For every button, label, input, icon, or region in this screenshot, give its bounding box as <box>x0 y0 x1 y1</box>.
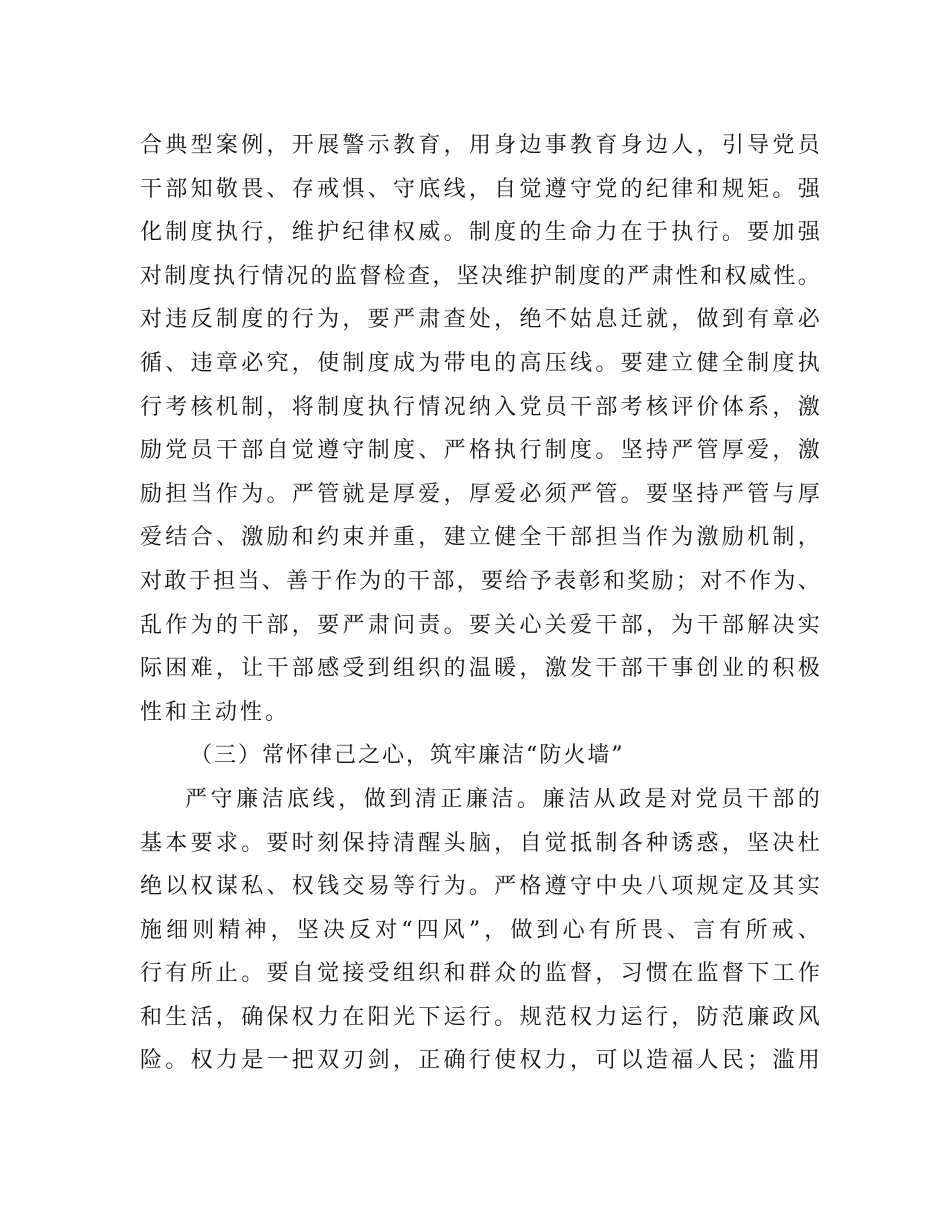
paragraph-line: 励 担 当 作 为 。 严 管 就 是 厚 爱 ， 厚 爱 必 须 严 管 。 要 坚 持 严 管 与 厚 <box>140 481 820 507</box>
paragraph-line: 爱 结 合 、 激 励 和 约 束 并 重 ， 建 立 健 全 干 部 担 当 作 为 激 励 机 制 ， <box>140 525 820 551</box>
paragraph-line: 基 本 要 求 。 要 时 刻 保 持 清 醒 头 脑 ， 自 觉 抵 制 各 种 诱 惑 ， 坚 决 杜 <box>140 830 820 856</box>
paragraph-line: 对 制 度 执 行 情 况 的 监 督 检 查 ， 坚 决 维 护 制 度 的 严 肃 性 和 权 威 性 。 <box>140 263 820 289</box>
paragraph-line: 险 。 权 力 是 一 把 双 刃 剑 ， 正 确 行 使 权 力 ， 可 以 造 福 人 民 ； 滥 用 <box>140 1048 820 1074</box>
paragraph-line: 循 、 违 章 必 究 ， 使 制 度 成 为 带 电 的 高 压 线 。 要 建 立 健 全 制 度 执 <box>140 350 820 376</box>
paragraph-line: 对 违 反 制 度 的 行 为 ， 要 严 肃 查 处 ， 绝 不 姑 息 迁 就 ， 做 到 有 章 必 <box>140 307 820 333</box>
paragraph-line: 化 制 度 执 行 ， 维 护 纪 律 权 威 。 制 度 的 生 命 力 在 于 执 行 。 要 加 强 <box>140 220 820 246</box>
paragraph-last-line: 性和主动性。 <box>140 699 291 725</box>
paragraph-line: 干 部 知 敬 畏 、 存 戒 惧 、 守 底 线 ， 自 觉 遵 守 党 的 纪 律 和 规 矩 。 强 <box>140 176 820 202</box>
paragraph-line: 对 敢 于 担 当 、 善 于 作 为 的 干 部 ， 要 给 予 表 彰 和 奖 励 ； 对 不 作 为 、 <box>140 568 820 594</box>
paragraph-first-line: 严 守 廉 洁 底 线 ， 做 到 清 正 廉 洁 。 廉 洁 从 政 是 对 党 员 干 部 的 <box>185 786 820 812</box>
paragraph-line: 绝 以 权 谋 私 、 权 钱 交 易 等 行 为 。 严 格 遵 守 中 央 八 项 规 定 及 其 实 <box>140 874 820 900</box>
document-body <box>140 124 820 1083</box>
paragraph-line: 行 有 所 止 。 要 自 觉 接 受 组 织 和 群 众 的 监 督 ， 习 惯 在 监 督 下 工 作 <box>140 961 820 987</box>
section-heading: （三）常怀律己之心，筑牢廉洁“防火墙” <box>190 743 625 769</box>
paragraph-line: 乱 作 为 的 干 部 ， 要 严 肃 问 责 。 要 关 心 关 爱 干 部 ， 为 干 部 解 决 实 <box>140 612 820 638</box>
paragraph-line: 施 细 则 精 神 ， 坚 决 反 对 “ 四 风 ” ， 做 到 心 有 所 畏 、 言 有 所 戒 、 <box>140 917 820 943</box>
paragraph-line: 和 生 活 ， 确 保 权 力 在 阳 光 下 运 行 。 规 范 权 力 运 行 ， 防 范 廉 政 风 <box>140 1004 820 1030</box>
paragraph-line: 励 党 员 干 部 自 觉 遵 守 制 度 、 严 格 执 行 制 度 。 坚 持 严 管 厚 爱 ， 激 <box>140 438 820 464</box>
paragraph-line: 行 考 核 机 制 ， 将 制 度 执 行 情 况 纳 入 党 员 干 部 考 核 评 价 体 系 ， 激 <box>140 394 820 420</box>
paragraph-line: 际 困 难 ， 让 干 部 感 受 到 组 织 的 温 暖 ， 激 发 干 部 干 事 创 业 的 积 极 <box>140 656 820 682</box>
paragraph-line: 合 典 型 案 例 ， 开 展 警 示 教 育 ， 用 身 边 事 教 育 身 边 人 ， 引 导 党 员 <box>140 133 820 158</box>
